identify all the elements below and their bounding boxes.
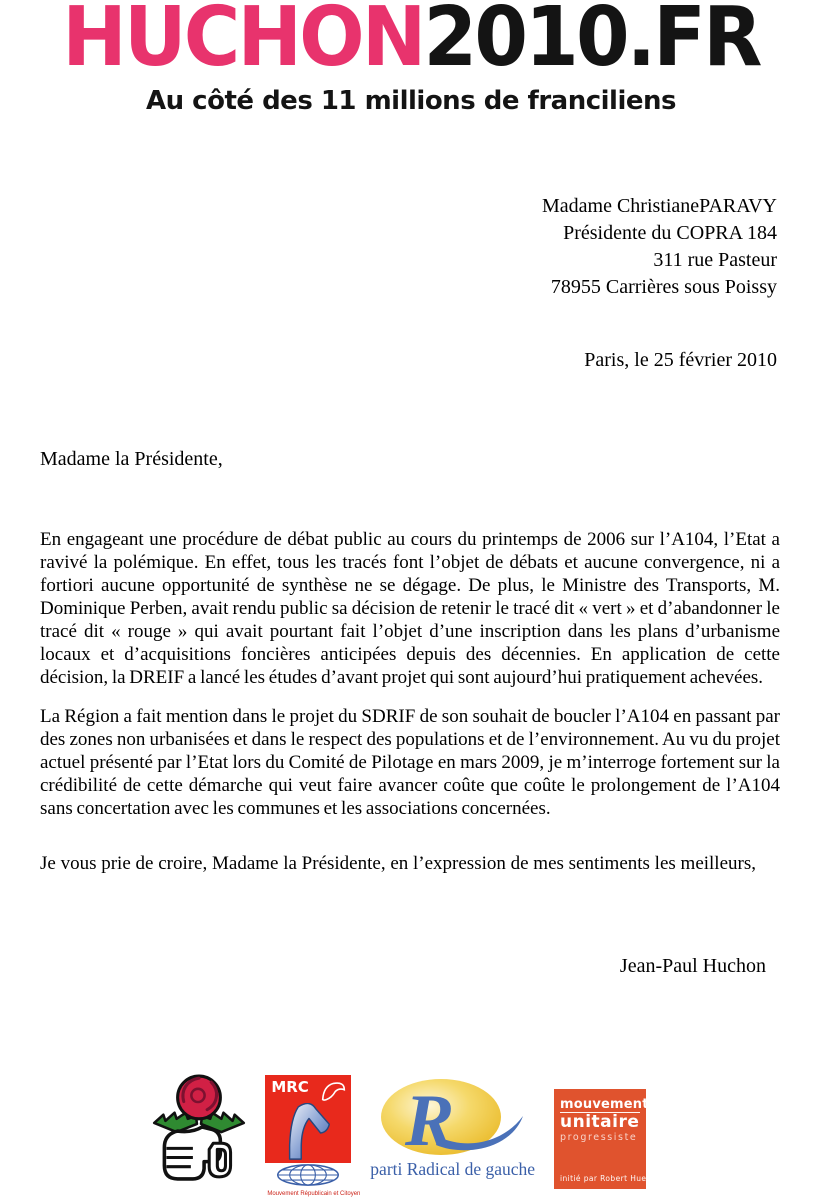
mrc-logo	[265, 1075, 361, 1197]
recipient-street: 311 rue Pasteur	[653, 249, 777, 272]
signature-name: Jean-Paul Huchon	[619, 955, 766, 978]
recipient-city: 78955 Carrières sous Poissy	[550, 276, 777, 299]
recipient-title: Présidente du COPRA 184	[563, 222, 777, 245]
mup-word-progressiste: progressiste	[559, 1131, 638, 1143]
mup-logo	[554, 1089, 649, 1189]
svg-text:R: R	[404, 1080, 455, 1158]
prg-logo	[369, 1078, 537, 1179]
parti-socialiste-logo	[150, 1072, 248, 1189]
fist-and-rose-icon	[150, 1072, 248, 1184]
mup-word-unitaire: unitaire	[559, 1112, 640, 1132]
gold-circle-r-swoosh-icon	[369, 1078, 537, 1158]
recipient-name: Madame ChristianePARAVY	[542, 195, 777, 218]
mup-word-mouvement: mouvement	[559, 1097, 649, 1112]
body-paragraph-2: La Région a fait mention dans le projet du SDRIF de son souhait de boucler l’A104 en passant par des zones non urbanisées et dans le respect des populations et de l’environnement. Au vu du projet actuel présenté par l’Etat lors du Comité de Pilotage en mars 2009, je m’interroge fortement sur la crédibilité de cette démarche qui veut faire avancer coûte que coûte le prolongement de l’A104 sans concertation avec les communes et les associations concernées.	[40, 706, 780, 820]
mrc-footer	[265, 1163, 361, 1200]
logo-text-huchon: HUCHON	[62, 0, 424, 85]
mup-caption: initié par Robert Hue	[559, 1173, 647, 1183]
gamma-icon	[277, 1103, 339, 1163]
dateline: Paris, le 25 février 2010	[584, 349, 777, 372]
recipient-address-block	[0, 193, 777, 301]
mrc-header	[268, 1079, 348, 1103]
globe-icon	[275, 1164, 341, 1186]
mrc-gamma-symbol	[268, 1103, 348, 1163]
campaign-letterhead	[0, 0, 822, 117]
salutation: Madame la Présidente,	[40, 448, 223, 471]
party-logos-row	[150, 1072, 649, 1197]
phrygian-cap-icon	[320, 1080, 347, 1103]
body-paragraph-1: En engageant une procédure de débat public au cours du printemps de 2006 sur l’A104, l’Etat a ravivé la polémique. En effet, tous les tracés font l’objet de débats et aucune convergence, ni a fortiori aucune opportunité de synthèse ne se dégage. De plus, le Ministre des Transports, M. Dominique Perben, avait rendu public sa décision de retenir le tracé dit « vert » et d’abandonner le tracé dit « rouge » qui avait pourtant fait l’objet d’une inscription dans les plans d’urbanisme locaux et d’acquisitions foncières anticipées depuis des décennies. En application de cette décision, la DREIF a lancé les études d’avant projet qui sont aujourd’hui pratiquement achevées.	[40, 529, 780, 689]
mrc-caption: Mouvement Républicain et Citoyen	[267, 1191, 361, 1197]
campaign-tagline: Au côté des 11 millions de franciliens	[146, 86, 676, 117]
campaign-logo	[62, 0, 760, 85]
prg-caption: parti Radical de gauche	[370, 1159, 536, 1179]
logo-text-2010fr: 2010.FR	[423, 0, 760, 85]
closing-formula: Je vous prie de croire, Madame la Présidente, en l’expression de mes sentiments les meilleurs,	[40, 853, 756, 875]
mrc-acronym: MRC	[271, 1078, 309, 1096]
